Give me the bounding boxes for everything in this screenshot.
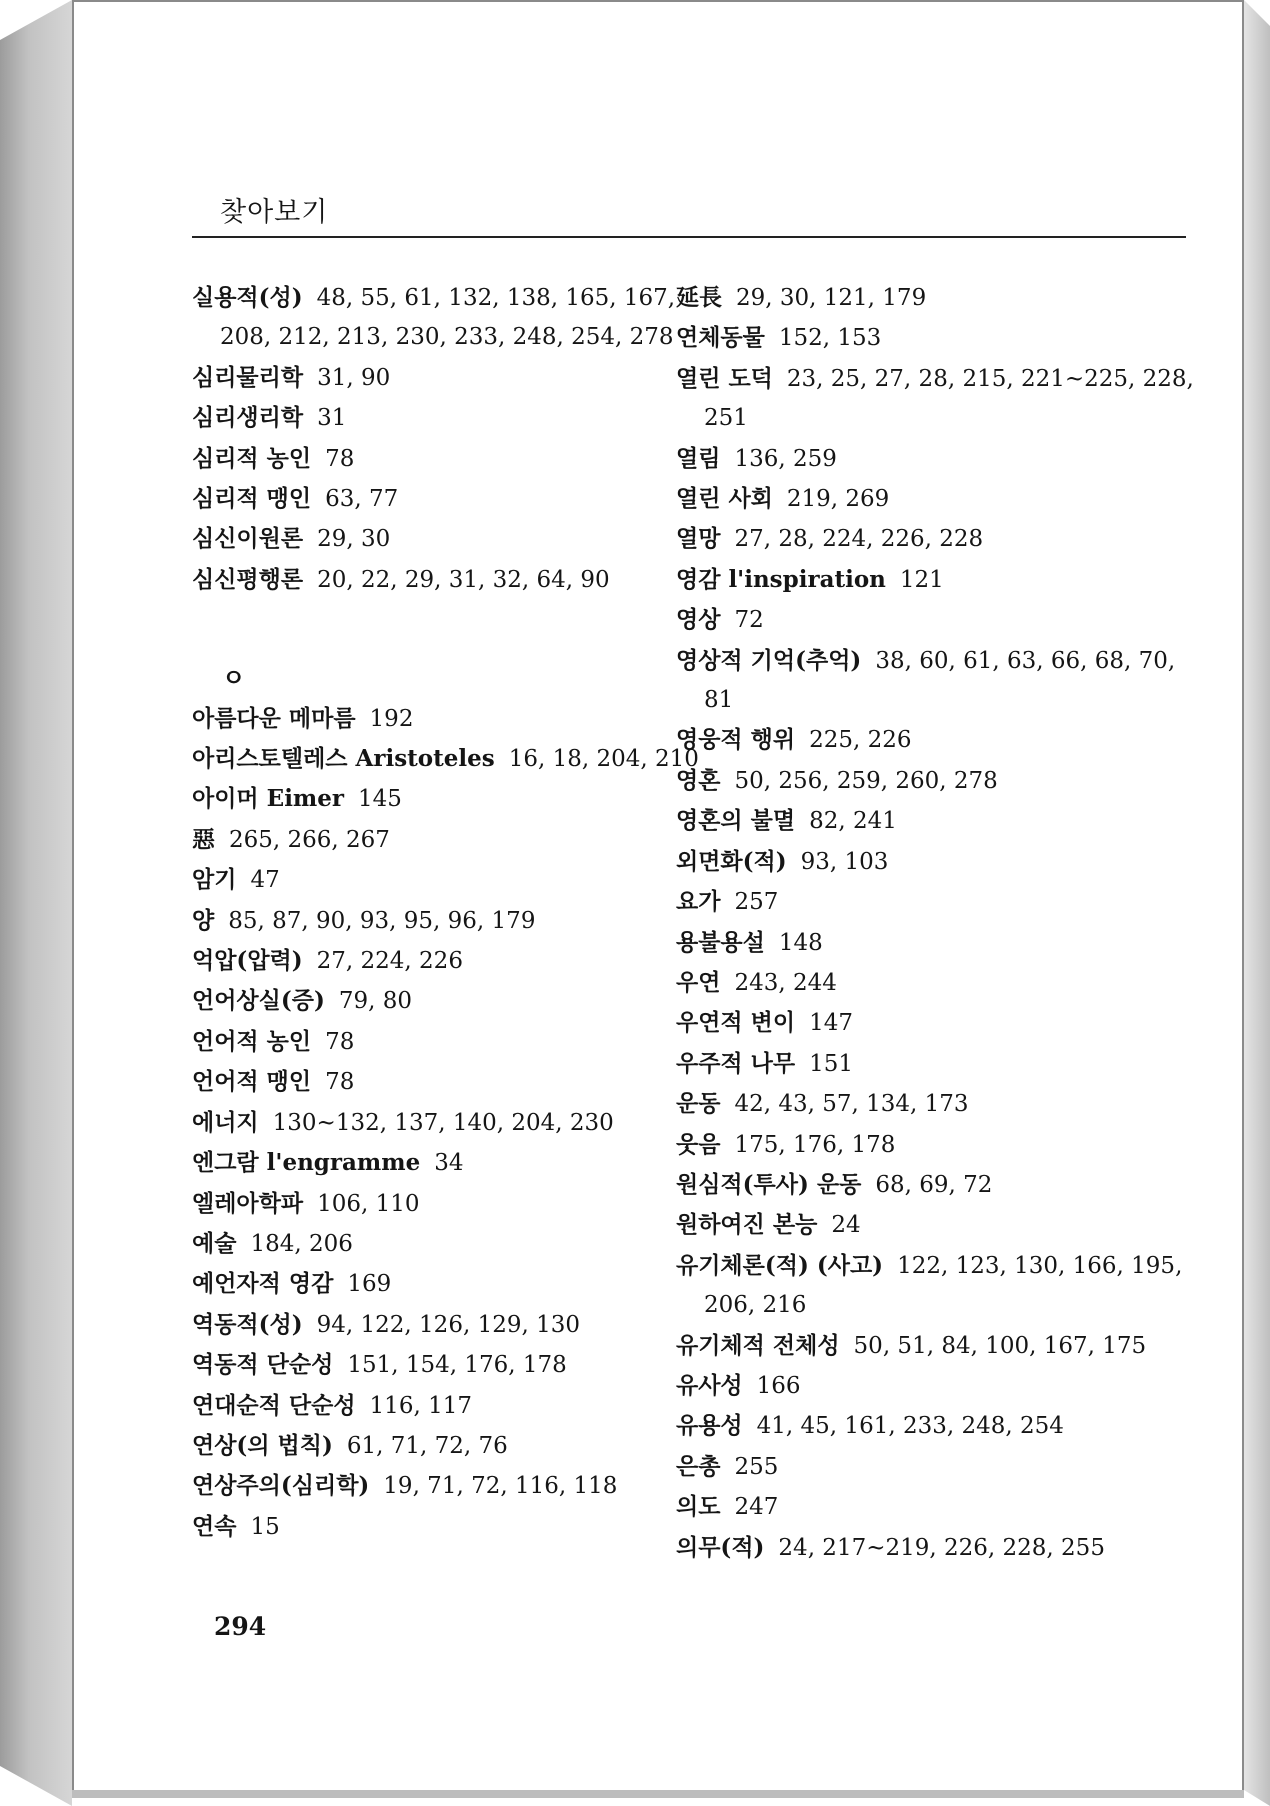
index-entry <box>676 560 1196 600</box>
index-pages: 31 <box>317 405 347 432</box>
book-spine <box>0 0 72 1806</box>
index-entry <box>676 519 1196 559</box>
index-pages: 47 <box>250 867 280 894</box>
index-pages: 243, 244 <box>734 969 837 996</box>
index-pages: 148 <box>778 929 823 956</box>
index-pages: 50, 256, 259, 260, 278 <box>734 767 998 794</box>
index-term: 에너지 <box>192 1108 259 1136</box>
index-term: 양 <box>192 906 215 934</box>
index-entry <box>192 779 712 819</box>
index-term: 유사성 <box>676 1371 743 1399</box>
index-term: 암기 <box>192 866 237 894</box>
index-entry <box>676 1447 1196 1487</box>
index-term: 아리스토텔레스 Aristoteles <box>192 745 495 773</box>
index-term: 영웅적 행위 <box>676 726 796 754</box>
index-pages: 24, 217~219, 226, 228, 255 <box>778 1534 1105 1561</box>
index-term: 열린 사회 <box>676 485 773 513</box>
index-pages: 175, 176, 178 <box>734 1131 896 1158</box>
index-term: 의무(적) <box>676 1533 765 1561</box>
index-term: 은총 <box>676 1452 721 1480</box>
index-entry <box>192 358 712 398</box>
index-pages: 166 <box>756 1372 801 1399</box>
index-term: 심리물리학 <box>192 363 304 391</box>
index-entry <box>676 1205 1196 1245</box>
index-term: 우연적 변이 <box>676 1009 796 1037</box>
index-term: 요가 <box>676 888 721 916</box>
index-term: 심리생리학 <box>192 404 304 432</box>
index-pages: 121 <box>899 566 944 593</box>
index-term: 심리적 농인 <box>192 444 312 472</box>
index-entry <box>192 439 712 479</box>
index-term: 연속 <box>192 1512 237 1540</box>
index-term: 열림 <box>676 444 721 472</box>
index-entry <box>676 1246 1196 1326</box>
index-entry <box>676 963 1196 1003</box>
index-pages: 147 <box>809 1010 854 1037</box>
index-pages: 122, 123, 130, 166, 195, 206, 216 <box>704 1252 1183 1319</box>
index-entry <box>676 720 1196 760</box>
index-term: 영혼의 불멸 <box>676 807 796 835</box>
index-entry <box>676 641 1196 721</box>
book-page-edge <box>1244 0 1270 1806</box>
index-term: 심리적 맹인 <box>192 485 312 513</box>
index-term: 언어적 맹인 <box>192 1068 312 1096</box>
index-term: 심신평행론 <box>192 565 304 593</box>
index-term: 우연 <box>676 968 721 996</box>
index-entry <box>676 1165 1196 1205</box>
index-term: 惡 <box>192 825 215 853</box>
index-pages: 19, 71, 72, 116, 118 <box>383 1473 618 1500</box>
index-pages: 151 <box>809 1050 854 1077</box>
index-entry <box>676 1003 1196 1043</box>
index-list-before <box>192 278 712 600</box>
index-entry <box>676 1125 1196 1165</box>
index-entry <box>192 860 712 900</box>
index-entry <box>676 1528 1196 1568</box>
index-term: 연체동물 <box>676 324 765 352</box>
index-pages: 27, 224, 226 <box>316 948 463 975</box>
left-column <box>192 278 712 1547</box>
index-page <box>72 0 1244 1798</box>
index-term: 웃음 <box>676 1130 721 1158</box>
index-pages: 31, 90 <box>317 364 391 391</box>
index-pages: 48, 55, 61, 132, 138, 165, 167, 208, 212, 213, 230, 233, 248, 254, 278 <box>220 285 676 351</box>
index-entry <box>676 600 1196 640</box>
index-entry <box>192 1143 712 1183</box>
index-entry <box>676 1084 1196 1124</box>
index-list-after <box>192 699 712 1548</box>
index-pages: 169 <box>347 1271 392 1298</box>
index-pages: 61, 71, 72, 76 <box>346 1432 508 1459</box>
index-pages: 41, 45, 161, 233, 248, 254 <box>756 1413 1064 1440</box>
index-term: 심신이원론 <box>192 525 304 553</box>
index-pages: 68, 69, 72 <box>875 1171 993 1198</box>
index-term: 예술 <box>192 1229 237 1257</box>
index-pages: 78 <box>325 1069 355 1096</box>
index-pages: 192 <box>369 705 414 732</box>
index-pages: 225, 226 <box>809 727 912 754</box>
index-pages: 29, 30 <box>317 526 391 553</box>
index-term: 아름다운 메마름 <box>192 704 356 732</box>
index-pages: 16, 18, 204, 210 <box>508 746 699 773</box>
index-pages: 23, 25, 27, 28, 215, 221~225, 228, 251 <box>704 365 1194 432</box>
index-term: 열린 도덕 <box>676 364 773 392</box>
index-term: 연상(의 법칙) <box>192 1431 333 1459</box>
index-entry <box>192 1264 712 1304</box>
index-entry <box>192 1184 712 1224</box>
index-entry <box>192 1103 712 1143</box>
index-entry <box>676 801 1196 841</box>
section-gap <box>192 600 712 659</box>
page-number: 294 <box>214 1612 267 1641</box>
index-pages: 29, 30, 121, 179 <box>736 285 927 311</box>
index-term: 연상주의(심리학) <box>192 1472 370 1500</box>
index-term: 역동적 단순성 <box>192 1351 334 1379</box>
index-term: 유용성 <box>676 1412 743 1440</box>
index-pages: 116, 117 <box>369 1392 472 1419</box>
index-term: 원심적(투사) 운동 <box>676 1170 862 1198</box>
index-term: 운동 <box>676 1090 721 1118</box>
index-entry <box>676 1406 1196 1446</box>
index-entry <box>676 882 1196 922</box>
index-entry <box>676 1366 1196 1406</box>
index-term: 억압(압력) <box>192 947 303 975</box>
index-term: 원하여진 본능 <box>676 1211 818 1239</box>
index-entry <box>192 699 712 739</box>
index-pages: 82, 241 <box>809 808 897 835</box>
index-pages: 257 <box>734 889 779 916</box>
index-entry <box>192 1224 712 1264</box>
index-pages: 50, 51, 84, 100, 167, 175 <box>853 1332 1147 1359</box>
index-entry <box>676 1487 1196 1527</box>
right-column <box>676 278 1196 1568</box>
index-pages: 79, 80 <box>338 988 413 1015</box>
index-pages: 72 <box>734 607 764 634</box>
index-pages: 145 <box>358 786 402 813</box>
index-entry <box>676 761 1196 801</box>
index-term: 영상적 기억(추억) <box>676 646 862 674</box>
index-entry <box>192 1062 712 1102</box>
index-entry <box>192 941 712 981</box>
index-entry <box>192 1507 712 1547</box>
index-entry <box>192 739 712 779</box>
index-term: 우주적 나무 <box>676 1049 796 1077</box>
index-pages: 106, 110 <box>317 1190 420 1217</box>
page-title: 찾아보기 <box>220 197 329 228</box>
index-pages: 27, 28, 224, 226, 228 <box>734 526 984 553</box>
index-pages: 255 <box>734 1453 779 1480</box>
index-entry <box>192 820 712 860</box>
index-entry <box>192 479 712 519</box>
index-term: 외면화(적) <box>676 847 787 875</box>
index-entry <box>192 278 712 358</box>
index-entry <box>192 560 712 600</box>
section-letter: ㅇ <box>222 664 246 693</box>
index-entry <box>676 1326 1196 1366</box>
index-entry <box>192 1466 712 1506</box>
index-pages: 63, 77 <box>325 486 399 513</box>
index-pages: 247 <box>734 1494 779 1521</box>
index-term: 유기체적 전체성 <box>676 1331 840 1359</box>
index-term: 의도 <box>676 1493 721 1521</box>
index-entry <box>676 1044 1196 1084</box>
index-term: 엘레아학파 <box>192 1189 304 1217</box>
index-entry <box>192 1386 712 1426</box>
index-entry <box>676 842 1196 882</box>
index-pages: 78 <box>325 445 355 472</box>
index-entry <box>676 479 1196 519</box>
index-term: 용불용설 <box>676 928 765 956</box>
index-pages: 219, 269 <box>786 486 890 513</box>
index-term: 아이머 Eimer <box>192 785 345 813</box>
index-term: 예언자적 영감 <box>192 1270 334 1298</box>
index-pages: 93, 103 <box>800 848 889 875</box>
index-pages: 136, 259 <box>734 445 837 472</box>
index-entry <box>192 1345 712 1385</box>
index-pages: 34 <box>434 1150 464 1177</box>
index-term: 延長 <box>676 284 722 311</box>
index-entry <box>192 519 712 559</box>
index-term: 유기체론(적) (사고) <box>676 1251 884 1279</box>
index-pages: 15 <box>250 1513 280 1540</box>
index-pages: 24 <box>831 1212 861 1239</box>
index-pages: 42, 43, 57, 134, 173 <box>734 1091 969 1118</box>
index-list-right <box>676 278 1196 1568</box>
index-pages: 184, 206 <box>250 1230 353 1257</box>
index-term: 역동적(성) <box>192 1310 303 1338</box>
index-pages: 78 <box>325 1028 355 1055</box>
index-entry <box>676 318 1196 358</box>
index-entry <box>676 359 1196 439</box>
header-rule <box>192 236 1186 238</box>
index-entry <box>192 398 712 438</box>
index-term: 언어적 농인 <box>192 1027 312 1055</box>
index-entry <box>192 1305 712 1345</box>
index-pages: 94, 122, 126, 129, 130 <box>316 1311 580 1338</box>
index-term: 언어상실(증) <box>192 987 325 1015</box>
index-pages: 130~132, 137, 140, 204, 230 <box>272 1109 614 1136</box>
index-pages: 38, 60, 61, 63, 66, 68, 70, 81 <box>704 647 1176 714</box>
index-term: 영상 <box>676 606 721 634</box>
index-entry <box>676 923 1196 963</box>
index-pages: 151, 154, 176, 178 <box>347 1352 567 1379</box>
index-pages: 85, 87, 90, 93, 95, 96, 179 <box>228 907 536 934</box>
index-entry <box>192 1426 712 1466</box>
index-term: 실용적(성) <box>192 284 303 311</box>
index-term: 영혼 <box>676 766 721 794</box>
index-pages: 152, 153 <box>778 325 882 352</box>
index-entry <box>192 901 712 941</box>
index-entry <box>676 439 1196 479</box>
index-pages: 265, 266, 267 <box>229 826 390 853</box>
index-entry <box>192 1022 712 1062</box>
index-term: 연대순적 단순성 <box>192 1391 356 1419</box>
index-term: 엔그람 l'engramme <box>192 1149 421 1177</box>
index-pages: 20, 22, 29, 31, 32, 64, 90 <box>317 566 610 593</box>
index-entry <box>676 278 1196 318</box>
index-term: 열망 <box>676 525 721 553</box>
index-entry <box>192 981 712 1021</box>
index-term: 영감 l'inspiration <box>676 565 886 593</box>
